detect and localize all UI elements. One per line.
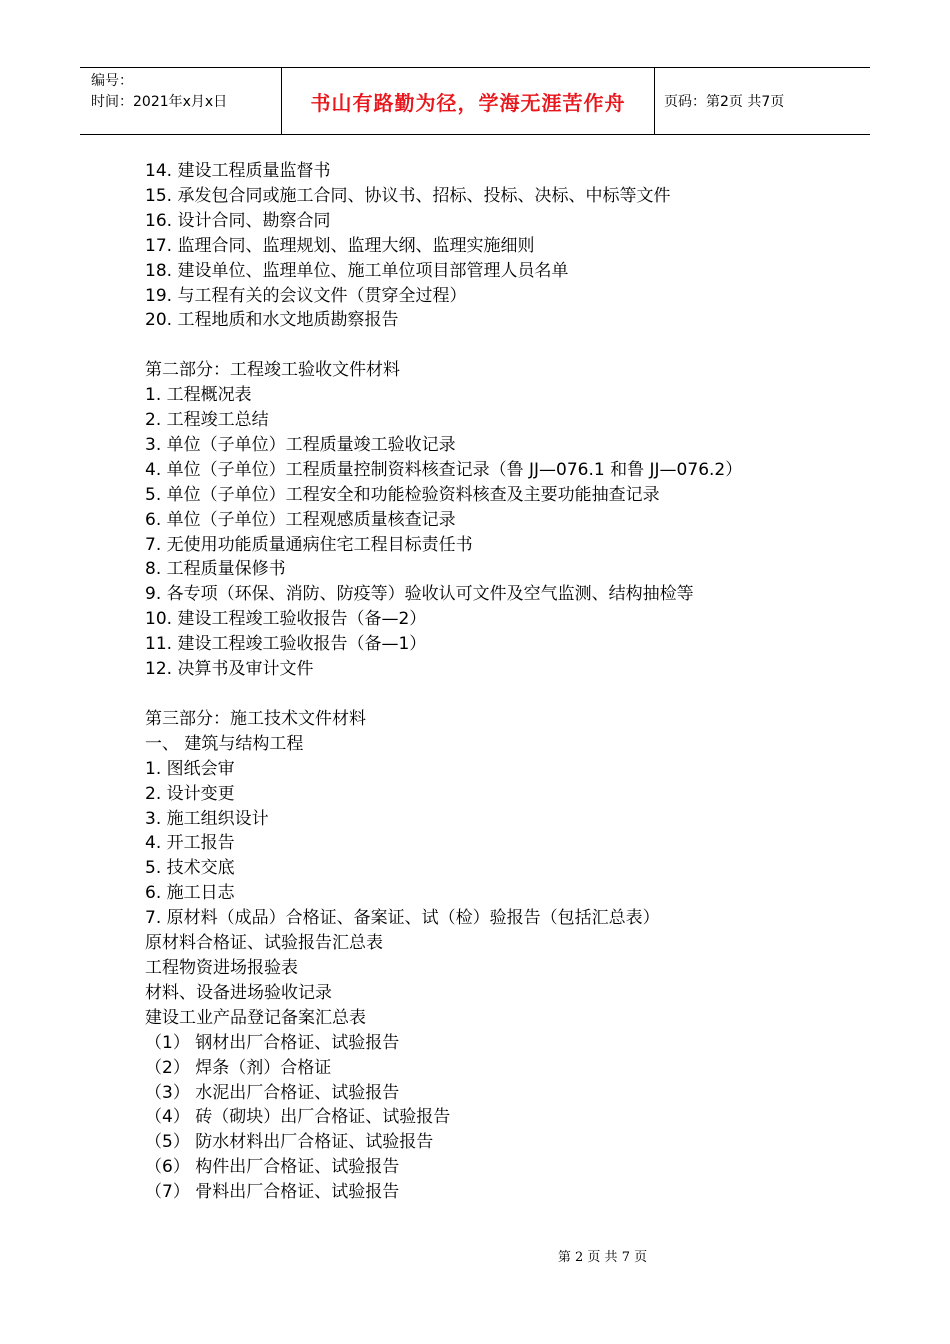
list-item: 2. 设计变更 <box>145 783 235 804</box>
list-item: 5. 单位（子单位）工程安全和功能检验资料核查及主要功能抽查记录 <box>145 484 660 505</box>
list-item: 1. 工程概况表 <box>145 385 252 406</box>
list-subitem: （1） 钢材出厂合格证、试验报告 <box>145 1032 400 1053</box>
list-item: 20. 工程地质和水文地质勘察报告 <box>145 310 399 331</box>
list-item: 4. 单位（子单位）工程质量控制资料核查记录（鲁 JJ—076.1 和鲁 JJ—076.2） <box>145 459 743 480</box>
header-meta-cell <box>80 68 282 134</box>
list-item: 11. 建设工程竣工验收报告（备—1） <box>145 634 427 655</box>
list-item: 6. 单位（子单位）工程观感质量核查记录 <box>145 509 456 530</box>
list-item: 16. 设计合同、勘察合同 <box>145 210 331 231</box>
list-item: 12. 决算书及审计文件 <box>145 659 314 680</box>
page-footer <box>0 1246 950 1265</box>
list-item: 2. 工程竣工总结 <box>145 410 269 431</box>
list-subitem: （5） 防水材料出厂合格证、试验报告 <box>145 1132 434 1153</box>
list-item: 19. 与工程有关的会议文件（贯穿全过程） <box>145 285 467 306</box>
list-item: 18. 建设单位、监理单位、施工单位项目部管理人员名单 <box>145 260 569 281</box>
list-item: 6. 施工日志 <box>145 883 235 904</box>
section-spacer <box>145 333 785 358</box>
list-item: 17. 监理合同、监理规划、监理大纲、监理实施细则 <box>145 235 535 256</box>
list-item: 15. 承发包合同或施工合同、协议书、招标、投标、决标、中标等文件 <box>145 185 671 206</box>
list-subitem: （3） 水泥出厂合格证、试验报告 <box>145 1082 400 1103</box>
section-title-part2: 第二部分：工程竣工验收文件材料 <box>145 360 400 381</box>
list-item: 10. 建设工程竣工验收报告（备—2） <box>145 609 427 630</box>
list-subitem: （7） 骨料出厂合格证、试验报告 <box>145 1182 400 1203</box>
list-subitem: （2） 焊条（剂）合格证 <box>145 1057 332 1078</box>
list-item: 4. 开工报告 <box>145 833 235 854</box>
list-item: 5. 技术交底 <box>145 858 235 879</box>
document-number-label: 编号： <box>91 73 133 89</box>
list-item: 8. 工程质量保修书 <box>145 559 286 580</box>
list-item: 材料、设备进场验收记录 <box>145 982 332 1003</box>
list-item: 3. 单位（子单位）工程质量竣工验收记录 <box>145 434 456 455</box>
list-item: 工程物资进场报验表 <box>145 957 298 978</box>
footer-page-number: 第 2 页 共 7 页 <box>557 1250 648 1265</box>
list-item: 7. 原材料（成品）合格证、备案证、试（检）验报告（包括汇总表） <box>145 908 660 929</box>
header-page-label: 页码：第2页 共7页 <box>664 94 785 110</box>
list-item: 7. 无使用功能质量通病住宅工程目标责任书 <box>145 534 473 555</box>
list-item: 1. 图纸会审 <box>145 758 235 779</box>
document-time-label: 时间：2021年x月x日 <box>91 94 228 110</box>
header-motto: 书山有路勤为径，学海无涯苦作舟 <box>282 68 655 134</box>
subsection-title: 一、 建筑与结构工程 <box>145 733 304 754</box>
section-spacer <box>145 682 785 707</box>
list-item: 9. 各专项（环保、消防、防疫等）验收认可文件及空气监测、结构抽检等 <box>145 584 694 605</box>
list-subitem: （4） 砖（砌块）出厂合格证、试验报告 <box>145 1107 451 1128</box>
section-title-part3: 第三部分：施工技术文件材料 <box>145 708 366 729</box>
list-item: 原材料合格证、试验报告汇总表 <box>145 933 383 954</box>
list-item: 3. 施工组织设计 <box>145 808 269 829</box>
list-item: 14. 建设工程质量监督书 <box>145 161 331 181</box>
list-subitem: （6） 构件出厂合格证、试验报告 <box>145 1157 400 1178</box>
list-item: 建设工业产品登记备案汇总表 <box>145 1007 366 1028</box>
document-body <box>145 159 785 1205</box>
header-table <box>80 67 870 135</box>
